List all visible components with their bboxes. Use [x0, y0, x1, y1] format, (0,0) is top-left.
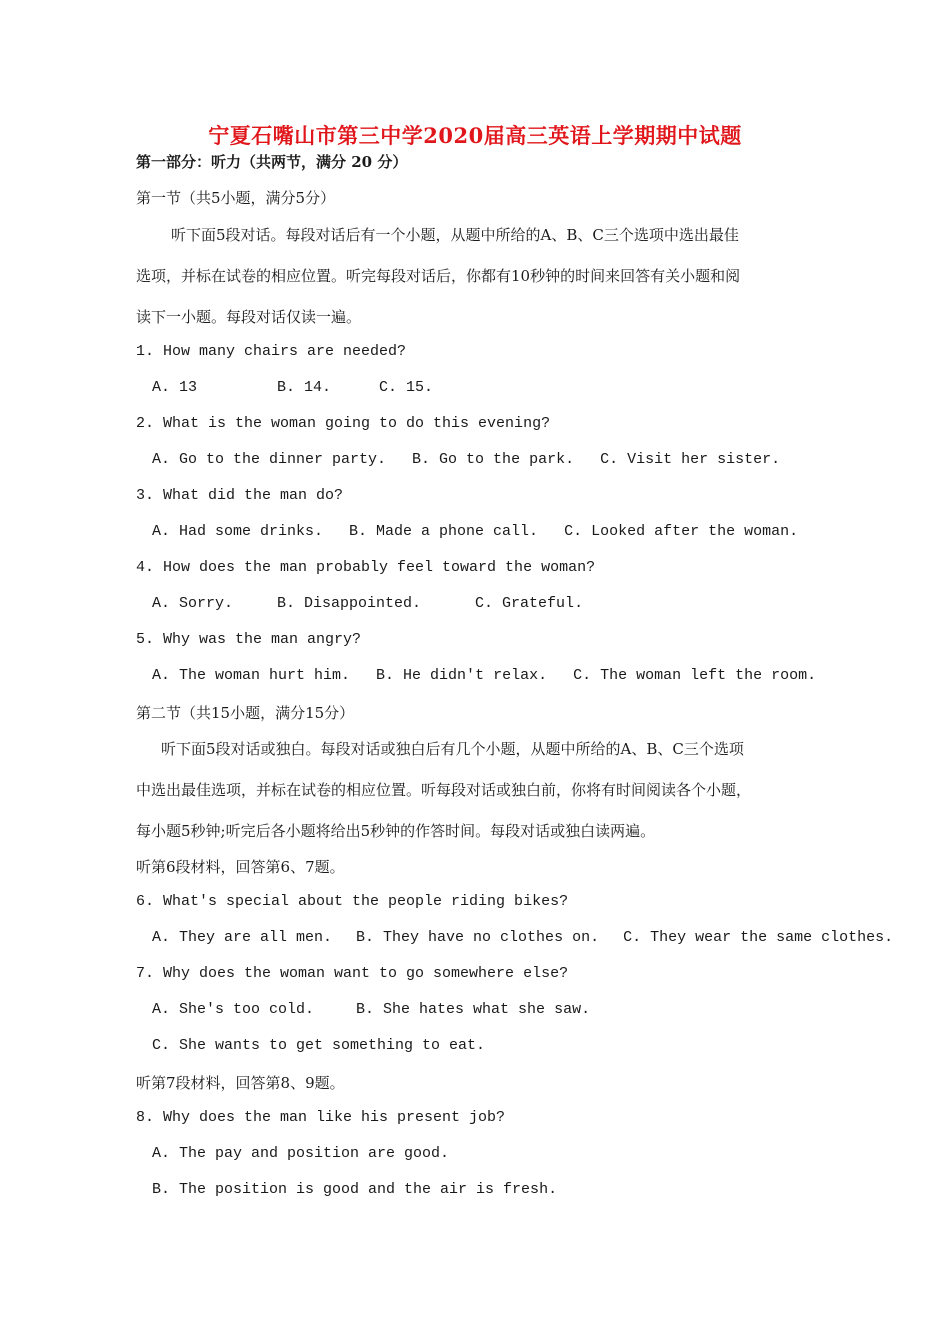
question-stem: 5. Why was the man angry? — [136, 631, 362, 648]
part1-heading: 第一部分：听力（共两节，满分 20 分） — [136, 153, 408, 171]
section2-instruction-line: 听下面5段对话或独白。每段对话或独白后有几个小题，从题中所给的A、B、C三个选项 — [161, 740, 744, 758]
option-b: B. They have no clothes on. — [356, 929, 600, 946]
question-options — [152, 379, 459, 396]
question-stem: 8. Why does the man like his present job? — [136, 1109, 506, 1126]
question-stem: 7. Why does the woman want to go somewhere else? — [136, 965, 569, 982]
option-c: C. They wear the same clothes. — [623, 929, 894, 946]
option-b: B. She hates what she saw. — [356, 1001, 591, 1018]
option-b: B. Disappointed. — [277, 595, 422, 612]
option-a: A. Sorry. — [152, 595, 234, 612]
option-a: A. 13 — [152, 379, 198, 396]
option-a: A. Had some drinks. — [152, 523, 324, 540]
section1-instruction-line: 读下一小题。每段对话仅读一遍。 — [136, 308, 362, 326]
section1-heading: 第一节（共5小题，满分5分） — [136, 189, 336, 207]
question-options — [152, 523, 824, 540]
option-a: A. They are all men. — [152, 929, 333, 946]
question-stem: 4. How does the man probably feel toward the woman? — [136, 559, 596, 576]
question-stem: 6. What's special about the people riding bikes? — [136, 893, 569, 910]
page-title: 宁夏石嘴山市第三中学2020届高三英语上学期期中试题 — [208, 123, 742, 148]
question-stem: 3. What did the man do? — [136, 487, 344, 504]
section2-instruction-line: 每小题5秒钟;听完后各小题将给出5秒钟的作答时间。每段对话或独白读两遍。 — [136, 822, 656, 840]
option-c: C. Looked after the woman. — [564, 523, 799, 540]
question-options — [152, 667, 842, 684]
option-b: B. 14. — [277, 379, 332, 396]
option-c: C. 15. — [379, 379, 434, 396]
option-c: C. The woman left the room. — [573, 667, 817, 684]
option-a: A. The pay and position are good. — [152, 1145, 450, 1162]
option-a: A. The woman hurt him. — [152, 667, 351, 684]
material-note: 听第6段材料，回答第6、7题。 — [136, 858, 345, 876]
option-a: A. Go to the dinner party. — [152, 451, 387, 468]
option-b: B. Go to the park. — [412, 451, 575, 468]
question-stem: 1. How many chairs are needed? — [136, 343, 407, 360]
question-options — [152, 595, 609, 612]
section1-instruction-line: 选项，并标在试卷的相应位置。听完每段对话后，你都有10秒钟的时间来回答有关小题和阅 — [136, 267, 741, 285]
section2-instruction-line: 中选出最佳选项，并标在试卷的相应位置。听每段对话或独白前，你将有时间阅读各个小题， — [136, 781, 752, 799]
question-options — [152, 451, 806, 468]
option-c: C. Grateful. — [475, 595, 584, 612]
option-c: C. She wants to get something to eat. — [152, 1037, 486, 1054]
option-c: C. Visit her sister. — [600, 451, 781, 468]
question-stem: 2. What is the woman going to do this evening? — [136, 415, 551, 432]
option-b: B. Made a phone call. — [349, 523, 539, 540]
question-options — [152, 929, 919, 946]
question-options — [152, 1001, 616, 1018]
section2-heading: 第二节（共15小题，满分15分） — [136, 704, 355, 722]
material-note: 听第7段材料，回答第8、9题。 — [136, 1074, 345, 1092]
option-b: B. The position is good and the air is fresh. — [152, 1181, 558, 1198]
section1-instruction-line: 听下面5段对话。每段对话后有一个小题，从题中所给的A、B、C三个选项中选出最佳 — [171, 226, 739, 244]
option-a: A. She's too cold. — [152, 1001, 315, 1018]
option-b: B. He didn't relax. — [376, 667, 548, 684]
